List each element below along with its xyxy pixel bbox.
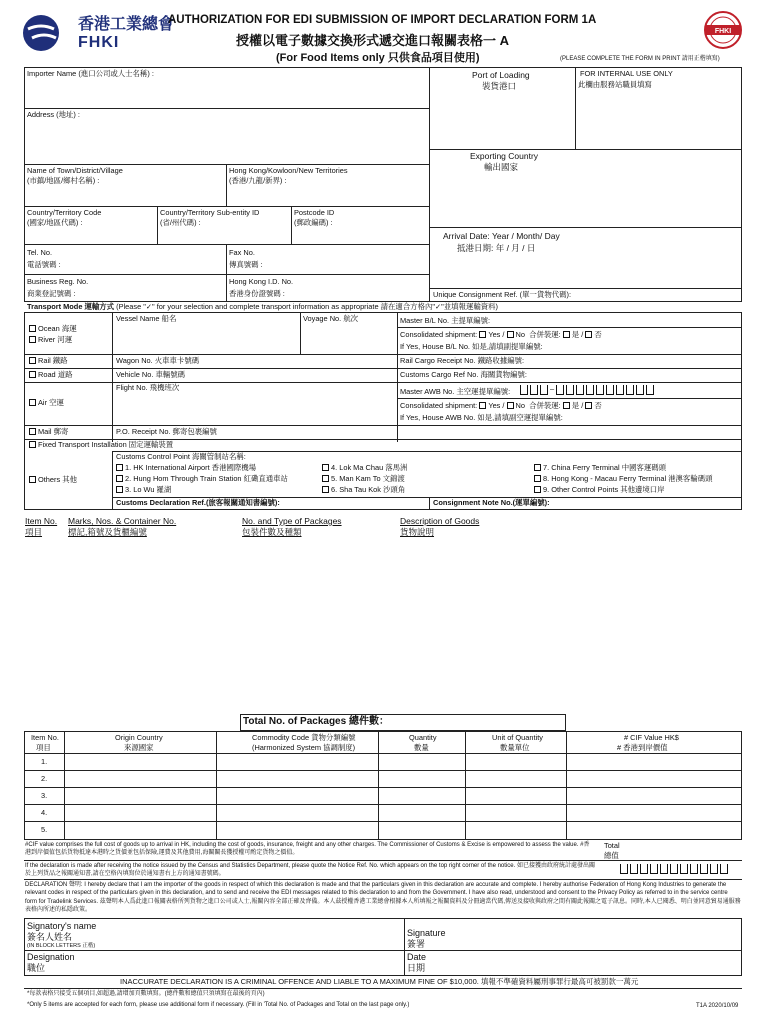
footer-note-zh: *每款表格只接受五個項目,如超過,請增加頁數填寫。(總件數和總值只須填寫在最後的頁內) — [27, 991, 265, 997]
date-input[interactable] — [460, 953, 738, 973]
form-title-zh: 授權以電子數據交換形式遞交進口報關表格一 A — [236, 33, 510, 48]
cp9-checkbox[interactable] — [534, 486, 541, 493]
road-option[interactable]: Road 道路 — [29, 371, 73, 380]
control-point-6[interactable]: 6. Sha Tau Kok 沙頭角 — [322, 486, 405, 495]
svg-text:FHKI: FHKI — [714, 28, 732, 35]
vehicle-no-label: Vehicle No. 車輛號碼 — [116, 370, 186, 379]
transport-mode-header: Transport Mode 運輸方式 (Please "✓" for your selection and complete transport information as appropriate 請在適合方格內"✓"並填報運輸資料) — [27, 302, 498, 311]
internal-use-label: FOR INTERNAL USE ONLY — [580, 69, 673, 78]
subentity-label: Country/Territory Sub-entity ID — [160, 208, 260, 217]
address-label: Address (地址) : — [27, 110, 80, 119]
air-consolidated-no-checkbox[interactable] — [507, 402, 514, 409]
road-checkbox[interactable] — [29, 371, 36, 378]
control-point-7[interactable]: 7. China Ferry Terminal 中國客運碼頭 — [534, 464, 666, 473]
description-header-zh: 貨物說明 — [400, 527, 435, 537]
ocean-option[interactable]: Ocean 海運 — [29, 325, 77, 334]
arrival-date-label-zh: 抵港日期: 年 / 月 / 日 — [457, 243, 536, 253]
country-code-label: Country/Territory Code — [27, 208, 102, 217]
master-bl-label: Master B/L No. 主提單編號: — [400, 316, 491, 325]
air-consolidated-fou-checkbox[interactable] — [585, 402, 592, 409]
total-packages-label: Total No. of Packages 總件數： — [243, 716, 389, 727]
control-point-5[interactable]: 5. Man Kam To 文錦渡 — [322, 475, 405, 484]
signature-label: Signature — [407, 928, 446, 938]
wagon-no-label: Wagon No. 火車車卡號碼 — [116, 356, 200, 365]
customs-control-point-label: Customs Control Point 海關管制站名稱: — [116, 452, 246, 461]
hkid-label-zh: 香港身份證號碼 : — [229, 289, 285, 298]
control-point-2[interactable]: 2. Hung Hom Through Train Station 紅磡直通車站 — [116, 475, 288, 484]
consolidated-fou-checkbox[interactable] — [585, 331, 592, 338]
internal-use-label-zh: 此欄由服務站職員填寫 — [578, 80, 652, 89]
ocean-checkbox[interactable] — [29, 325, 36, 332]
table-row: 3. — [41, 791, 48, 800]
town-label-zh: (市鎮/地區/鄉村名稱) : — [27, 176, 100, 185]
consolidated-no-checkbox[interactable] — [507, 331, 514, 338]
col-unit-zh: 數量單位 — [500, 743, 530, 752]
voyage-no-label: Voyage No. 航次 — [303, 314, 359, 323]
port-of-loading-label-zh: 裝貨港口 — [482, 81, 517, 91]
total-label-zh: 總值 — [604, 851, 619, 860]
form-code: T1A 2020/10/09 — [696, 1003, 739, 1009]
country-code-label-zh: (國家/地區代碼) : — [27, 218, 83, 227]
declaration-text: DECLARATION 聲明: I hereby declare that I am the importer of the goods in respect of which this declaration is made and that the particulars given in this declaration are accurate and complete. I hereby authorise Federation of Hong Kong Industries to generate the relevant codes in respect of the particulars given in this declaration, and to send and receive the EDI messages related to this declaration to and from the Government. I have also read, understood and consent to the Privacy Policy as referred to in the service centre form for Tradelink Services. 茲聲明本人爲此進口報關表格所列貨物之進口公司或人士,報關內容全部正確及齊備。本人茲授權香港工業總會根據本人所填報之報關資料及分冊適當代碼,傳送及接收與政府之間有關此報關之電子訊息。同時,本人已閱悉、明白並同意貿易通服務表格內所述的私隱政策。 — [25, 882, 741, 914]
description-header: Description of Goods — [400, 516, 480, 526]
notice-text: If the declaration is made after receiving the notice issued by the Census and Statistics Department, please quote the Notice Ref. No. which appears on the top right corner of the notice. 如已接獲由政府統計處發出關於上列貨品之報關通知書,請在空格內填寫位於通知書右上方的通知書號碼。 — [25, 863, 595, 878]
fixed-transport-option[interactable]: Fixed Transport Installation 固定運輸裝置 — [29, 441, 173, 450]
date-label: Date — [407, 952, 427, 962]
form-title-en: AUTHORIZATION FOR EDI SUBMISSION OF IMPORT DECLARATION FORM 1A — [168, 14, 597, 26]
importer-name-input[interactable] — [27, 82, 425, 104]
designation-input[interactable] — [110, 953, 400, 973]
hk-district-label: Hong Kong/Kowloon/New Territories — [229, 166, 348, 175]
signatory-name-label: Signatory's name — [27, 921, 97, 931]
river-option[interactable]: River 河運 — [29, 336, 72, 345]
signature-label-zh: 簽署 — [407, 939, 426, 949]
control-point-1[interactable]: 1. HK International Airport 香港國際機場 — [116, 464, 256, 473]
block-letters-note: (IN BLOCK LETTERS 正楷) — [27, 943, 96, 949]
cp4-checkbox[interactable] — [322, 464, 329, 471]
org-name-en: FHKI — [78, 34, 120, 51]
designation-label: Designation — [27, 952, 75, 962]
control-point-9[interactable]: 9. Other Control Points 其他邊境口岸 — [534, 486, 665, 495]
air-consolidated-shi-checkbox[interactable] — [563, 402, 570, 409]
address-input[interactable] — [27, 123, 425, 161]
exporting-country-label: Exporting Country — [470, 151, 539, 161]
cp3-checkbox[interactable] — [116, 486, 123, 493]
col-cif-zh: # 香港到岸價值 — [617, 743, 668, 752]
designation-label-zh: 職位 — [27, 963, 46, 973]
control-point-4[interactable]: 4. Lok Ma Chau 落馬洲 — [322, 464, 407, 473]
notice-ref-boxes[interactable] — [620, 864, 728, 874]
fhki-logo — [22, 14, 72, 52]
exporting-country-label-zh: 輸出國家 — [484, 162, 519, 172]
form-subtitle: (For Food Items only 只供食品項目使用) — [276, 52, 480, 64]
cp6-checkbox[interactable] — [322, 486, 329, 493]
consignment-note-label: Consignment Note No.(運單編號): — [433, 498, 550, 507]
flight-no-label: Flight No. 飛機班次 — [116, 383, 180, 392]
table-row: 5. — [41, 825, 48, 834]
col-commodity: Commodity Code 貨物分類編號 — [252, 733, 356, 742]
fax-label-zh: 傳真號碼 : — [229, 260, 263, 269]
house-bl-label: If Yes, House B/L No. 如是,請填副提單編號: — [400, 342, 543, 351]
col-item-no-zh: 項目 — [36, 743, 51, 752]
col-cif: # CIF Value HK$ — [624, 733, 679, 742]
signatory-name-label-zh: 簽名人姓名 — [27, 932, 73, 942]
business-reg-label-zh: 商業登記號碼 : — [27, 289, 76, 298]
customs-cargo-label: Customs Cargo Ref No. 海關貨物編號: — [400, 370, 527, 379]
cp8-checkbox[interactable] — [534, 475, 541, 482]
col-unit: Unit of Quantity — [492, 733, 543, 742]
tel-label-zh: 電話號碼 : — [27, 260, 61, 269]
signatory-name-input[interactable] — [110, 921, 400, 947]
inaccurate-declaration-warning: INACCURATE DECLARATION IS A CRIMINAL OFFENCE AND LIABLE TO A MAXIMUM FINE OF $10,000. 填報不準確資料屬刑事罪行最高可被罰款一萬元 — [120, 977, 639, 986]
po-receipt-label: P.O. Receipt No. 郵寄包裹編號 — [116, 427, 217, 436]
hk-district-label-zh: (香港/九龍/新界) : — [229, 176, 287, 185]
print-instruction: (PLEASE COMPLETE THE FORM IN PRINT 請用正楷填寫) — [560, 56, 720, 62]
rail-cargo-label: Rail Cargo Receipt No. 鐵路收據編號: — [400, 356, 525, 365]
master-awb-boxes[interactable]: – — [520, 385, 654, 395]
others-option[interactable]: Others 其他 — [29, 476, 77, 485]
org-name-zh: 香港工業總會 — [78, 16, 175, 33]
col-commodity-zh: (Harmonized System 協調制度) — [252, 743, 356, 752]
river-checkbox[interactable] — [29, 336, 36, 343]
postcode-label: Postcode ID — [294, 208, 335, 217]
master-awb-label: Master AWB No. 主空運提單編號: — [400, 387, 511, 396]
arrival-date-label: Arrival Date: Year / Month/ Day — [443, 231, 560, 241]
consolidated-shi-checkbox[interactable] — [563, 331, 570, 338]
goods-item-header-zh: 項目 — [25, 527, 43, 537]
cif-note: #CIF value comprises the full cost of goods up to arrival in HK, including the cost of goods, insurance, freight and any other charges. The Commissioner of Customs & Excise is empowered to assess the value. #香港到岸價值包括貨物抵達本港時之貨價並包括保險,運費及其他費用,海關關長獲授權可酌定貨物之價值。 — [25, 842, 590, 857]
cp2-checkbox[interactable] — [116, 475, 123, 482]
cp5-checkbox[interactable] — [322, 475, 329, 482]
control-point-8[interactable]: 8. Hong Kong - Macau Ferry Terminal 港澳客輪碼頭 — [534, 475, 713, 484]
cp7-checkbox[interactable] — [534, 464, 541, 471]
col-origin: Origin Country — [115, 733, 163, 742]
packages-header: No. and Type of Packages — [242, 516, 342, 526]
vessel-name-label: Vessel Name 船名 — [116, 314, 177, 323]
date-label-zh: 日期 — [407, 963, 426, 973]
consolidated-yes-checkbox[interactable] — [479, 331, 486, 338]
signature-field[interactable] — [460, 921, 738, 949]
cp1-checkbox[interactable] — [116, 464, 123, 471]
consolidated-shipment-air: Consolidated shipment: Yes / No 合併裝運: 是 / 否 — [400, 401, 602, 410]
mail-option[interactable]: Mail 郵寄 — [29, 428, 68, 437]
port-of-loading-label: Port of Loading — [472, 70, 530, 80]
subentity-label-zh: (省/州代碼) : — [160, 218, 201, 227]
marks-header-zh: 標記,箱號及貨櫃編號 — [68, 527, 147, 537]
unique-consignment-ref-label: Unique Consignment Ref. (單一貨物代碼): — [433, 290, 572, 299]
rail-checkbox[interactable] — [29, 357, 36, 364]
air-checkbox[interactable] — [29, 399, 36, 406]
stamp-icon — [700, 10, 746, 50]
hkid-label: Hong Kong I.D. No. — [229, 277, 294, 286]
packages-header-zh: 包裝件數及種類 — [242, 527, 302, 537]
importer-name-label: Importer Name (進口公司或人士名稱) : — [27, 69, 154, 78]
town-label: Name of Town/District/Village — [27, 166, 123, 175]
footer-note-en: *Only 5 items are accepted for each form, please use additional form if necessary. (Fill in 'Total No. of Packages and Total on the last page only.) — [27, 1002, 410, 1008]
goods-item-header: Item No. — [25, 516, 58, 526]
rail-option[interactable]: Rail 鐵路 — [29, 357, 68, 366]
marks-header: Marks, Nos. & Container No. — [68, 516, 177, 526]
table-row: 4. — [41, 808, 48, 817]
table-row: 2. — [41, 774, 48, 783]
mail-checkbox[interactable] — [29, 428, 36, 435]
fixed-transport-checkbox[interactable] — [29, 441, 36, 448]
postcode-label-zh: (郵政編碼) : — [294, 218, 333, 227]
business-reg-label: Business Reg. No. — [27, 277, 89, 286]
col-quantity-zh: 數量 — [414, 743, 429, 752]
house-awb-label: If Yes, House AWB No. 如是,請填副空運提單編號: — [400, 413, 563, 422]
total-label: Total — [604, 841, 620, 850]
control-point-3[interactable]: 3. Lo Wu 羅湖 — [116, 486, 171, 495]
col-quantity: Quantity — [409, 733, 437, 742]
consolidated-shipment-sea: Consolidated shipment: Yes / No 合併裝運: 是 / 否 — [400, 330, 602, 339]
air-option[interactable]: Air 空運 — [29, 399, 64, 408]
fax-label: Fax No. — [229, 248, 255, 257]
air-consolidated-yes-checkbox[interactable] — [479, 402, 486, 409]
col-item-no: Item No. — [31, 733, 59, 742]
col-origin-zh: 來源國家 — [124, 743, 154, 752]
table-row: 1. — [41, 757, 48, 766]
customs-declaration-ref-label: Customs Declaration Ref.(旅客報關通知書編號): — [116, 498, 280, 507]
goods-description-area[interactable] — [25, 542, 741, 710]
tel-label: Tel. No. — [27, 248, 53, 257]
others-checkbox[interactable] — [29, 476, 36, 483]
